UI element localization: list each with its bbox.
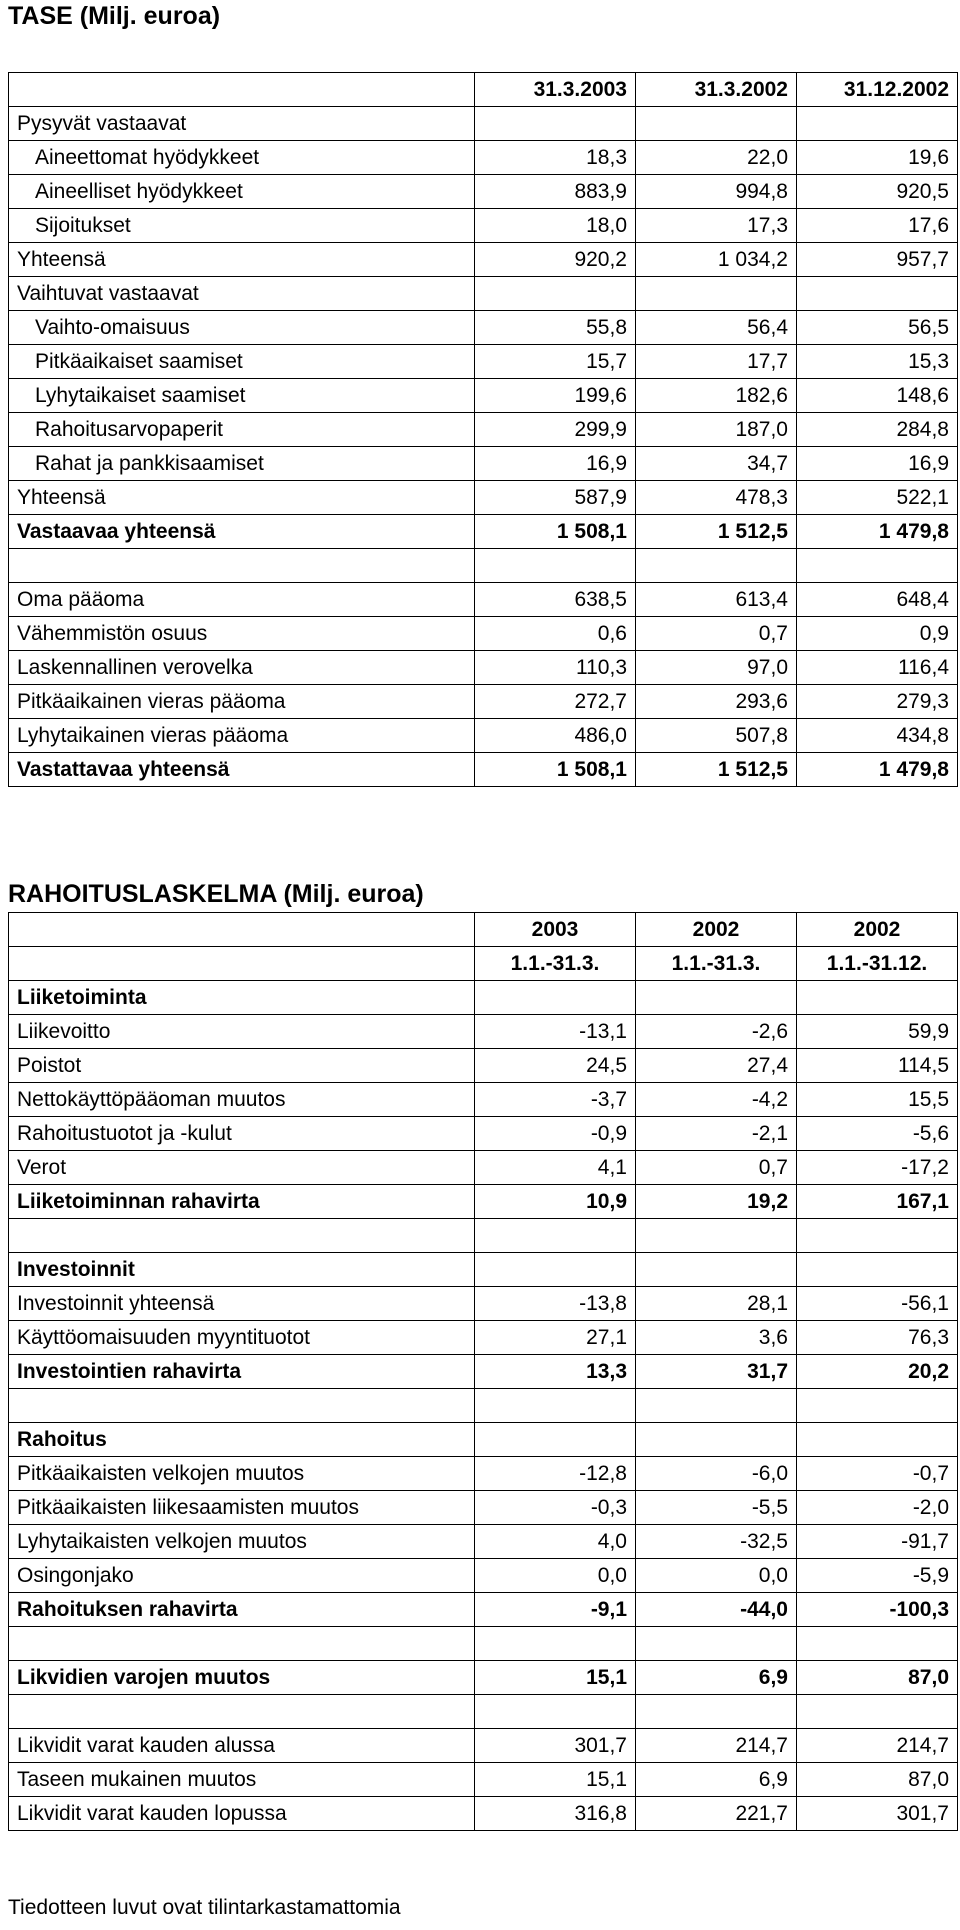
balance-sheet-row-label: Sijoitukset — [9, 209, 475, 243]
cash-flow-row-value — [475, 1695, 636, 1729]
cash-flow-row-value: 114,5 — [797, 1049, 958, 1083]
cash-flow-row-value: 4,1 — [475, 1151, 636, 1185]
cash-flow-row-value — [797, 1423, 958, 1457]
balance-sheet-row-label: Laskennallinen verovelka — [9, 651, 475, 685]
period-header-2002-q1: 1.1.-31.3. — [636, 947, 797, 981]
cash-flow-row-value: -100,3 — [797, 1593, 958, 1627]
cash-flow-row-value — [636, 1219, 797, 1253]
period-header-2002-full: 1.1.-31.12. — [797, 947, 958, 981]
cash-flow-body — [9, 913, 958, 1831]
cash-flow-row-value: 87,0 — [797, 1661, 958, 1695]
column-header-31-12-2002: 31.12.2002 — [797, 73, 958, 107]
balance-sheet-row-value: 0,9 — [797, 617, 958, 651]
cash-flow-row-value: 15,5 — [797, 1083, 958, 1117]
cash-flow-row-label — [9, 1389, 475, 1423]
cash-flow-row-value — [797, 1627, 958, 1661]
cash-flow-row-value: 59,9 — [797, 1015, 958, 1049]
cash-flow-row-value: 214,7 — [797, 1729, 958, 1763]
cash-flow-row-value: 0,0 — [475, 1559, 636, 1593]
cash-flow-row-label — [9, 1627, 475, 1661]
balance-sheet-row-value: 56,4 — [636, 311, 797, 345]
cash-flow-row-label: Liiketoiminnan rahavirta — [9, 1185, 475, 1219]
balance-sheet-row-value: 613,4 — [636, 583, 797, 617]
balance-sheet-row-value: 187,0 — [636, 413, 797, 447]
cash-flow-year-blank — [9, 913, 475, 947]
balance-sheet-row-value: 638,5 — [475, 583, 636, 617]
balance-sheet-row-value — [636, 549, 797, 583]
cash-flow-row-label: Nettokäyttöpääoman muutos — [9, 1083, 475, 1117]
balance-sheet-row-value: 957,7 — [797, 243, 958, 277]
cash-flow-row-value: -2,1 — [636, 1117, 797, 1151]
cash-flow-row-value: 15,1 — [475, 1661, 636, 1695]
cash-flow-row-value: 0,0 — [636, 1559, 797, 1593]
balance-sheet-row — [9, 379, 958, 413]
cash-flow-row-label: Rahoituksen rahavirta — [9, 1593, 475, 1627]
cash-flow-row-value: -91,7 — [797, 1525, 958, 1559]
balance-sheet-row-value — [475, 107, 636, 141]
balance-sheet-row-label: Vastattavaa yhteensä — [9, 753, 475, 787]
balance-sheet-body — [9, 73, 958, 787]
balance-sheet-row — [9, 719, 958, 753]
cash-flow-row-label: Lyhytaikaisten velkojen muutos — [9, 1525, 475, 1559]
cash-flow-row-label: Liiketoiminta — [9, 981, 475, 1015]
cash-flow-row-value — [475, 1627, 636, 1661]
cash-flow-row-label: Rahoitustuotot ja -kulut — [9, 1117, 475, 1151]
balance-sheet-row-value: 34,7 — [636, 447, 797, 481]
cash-flow-row-value — [636, 1423, 797, 1457]
cash-flow-row — [9, 1695, 958, 1729]
balance-sheet-row — [9, 583, 958, 617]
balance-sheet-row-value: 1 508,1 — [475, 753, 636, 787]
balance-sheet-row-value: 486,0 — [475, 719, 636, 753]
balance-sheet-row-label: Aineettomat hyödykkeet — [9, 141, 475, 175]
cash-flow-row — [9, 1185, 958, 1219]
balance-sheet-row — [9, 141, 958, 175]
cash-flow-row-value: 316,8 — [475, 1797, 636, 1831]
balance-sheet-row-value — [636, 277, 797, 311]
cash-flow-row — [9, 1491, 958, 1525]
cash-flow-row-value: 6,9 — [636, 1661, 797, 1695]
cash-flow-row-value: 76,3 — [797, 1321, 958, 1355]
cash-flow-row-value — [636, 1253, 797, 1287]
balance-sheet-row-value: 272,7 — [475, 685, 636, 719]
cash-flow-row — [9, 1117, 958, 1151]
balance-sheet-row-value: 434,8 — [797, 719, 958, 753]
balance-sheet-row — [9, 243, 958, 277]
balance-sheet-row — [9, 685, 958, 719]
cash-flow-row-value: 4,0 — [475, 1525, 636, 1559]
balance-sheet-row-value: 16,9 — [797, 447, 958, 481]
balance-sheet-table — [8, 72, 958, 787]
balance-sheet-row — [9, 345, 958, 379]
year-header-2002-full: 2002 — [797, 913, 958, 947]
balance-sheet-row-label: Vastaavaa yhteensä — [9, 515, 475, 549]
cash-flow-row-label: Pitkäaikaisten velkojen muutos — [9, 1457, 475, 1491]
cash-flow-row-value: 221,7 — [636, 1797, 797, 1831]
cash-flow-row — [9, 1661, 958, 1695]
balance-sheet-row-value: 148,6 — [797, 379, 958, 413]
cash-flow-row-value: 214,7 — [636, 1729, 797, 1763]
cash-flow-row — [9, 1355, 958, 1389]
balance-sheet-row — [9, 277, 958, 311]
balance-sheet-title: TASE (Milj. euroa) — [8, 2, 221, 30]
cash-flow-row-value: 3,6 — [636, 1321, 797, 1355]
cash-flow-row-value: -13,1 — [475, 1015, 636, 1049]
cash-flow-row-label: Verot — [9, 1151, 475, 1185]
balance-sheet-row-value: 199,6 — [475, 379, 636, 413]
cash-flow-row-label: Liikevoitto — [9, 1015, 475, 1049]
balance-sheet-row-label: Aineelliset hyödykkeet — [9, 175, 475, 209]
balance-sheet-row-value — [636, 107, 797, 141]
balance-sheet-row-value: 18,3 — [475, 141, 636, 175]
balance-sheet-row-value: 116,4 — [797, 651, 958, 685]
cash-flow-row — [9, 1321, 958, 1355]
balance-sheet-row-label: Rahat ja pankkisaamiset — [9, 447, 475, 481]
cash-flow-row-value: -2,6 — [636, 1015, 797, 1049]
balance-sheet-row-label: Yhteensä — [9, 243, 475, 277]
balance-sheet-row-value: 110,3 — [475, 651, 636, 685]
cash-flow-row-value: -0,7 — [797, 1457, 958, 1491]
cash-flow-row-value: 87,0 — [797, 1763, 958, 1797]
cash-flow-row-value: -12,8 — [475, 1457, 636, 1491]
cash-flow-row-label: Taseen mukainen muutos — [9, 1763, 475, 1797]
cash-flow-row-label: Poistot — [9, 1049, 475, 1083]
cash-flow-row-label: Likvidit varat kauden alussa — [9, 1729, 475, 1763]
balance-sheet-row-value: 1 508,1 — [475, 515, 636, 549]
cash-flow-row-value — [475, 981, 636, 1015]
balance-sheet-row-label: Lyhytaikainen vieras pääoma — [9, 719, 475, 753]
cash-flow-row-value: -32,5 — [636, 1525, 797, 1559]
cash-flow-row-value: -5,6 — [797, 1117, 958, 1151]
balance-sheet-row-value: 522,1 — [797, 481, 958, 515]
balance-sheet-row-label: Oma pääoma — [9, 583, 475, 617]
cash-flow-row-value — [797, 981, 958, 1015]
balance-sheet-row-value: 16,9 — [475, 447, 636, 481]
balance-sheet-row-label: Yhteensä — [9, 481, 475, 515]
balance-sheet-row-label: Vähemmistön osuus — [9, 617, 475, 651]
balance-sheet-row-value — [475, 549, 636, 583]
cash-flow-row-label: Käyttöomaisuuden myyntituotot — [9, 1321, 475, 1355]
balance-sheet-row — [9, 311, 958, 345]
balance-sheet-row-label: Pitkäaikainen vieras pääoma — [9, 685, 475, 719]
cash-flow-row-value: 13,3 — [475, 1355, 636, 1389]
balance-sheet-row-value: 182,6 — [636, 379, 797, 413]
balance-sheet-row-value: 1 034,2 — [636, 243, 797, 277]
cash-flow-row — [9, 981, 958, 1015]
cash-flow-row-value — [636, 1389, 797, 1423]
balance-sheet-row — [9, 617, 958, 651]
balance-sheet-row-value: 17,3 — [636, 209, 797, 243]
balance-sheet-row-value: 19,6 — [797, 141, 958, 175]
cash-flow-row — [9, 1253, 958, 1287]
cash-flow-row — [9, 1559, 958, 1593]
cash-flow-row — [9, 1423, 958, 1457]
balance-sheet-row-value: 587,9 — [475, 481, 636, 515]
balance-sheet-row-value: 22,0 — [636, 141, 797, 175]
cash-flow-row-value: -56,1 — [797, 1287, 958, 1321]
balance-sheet-row-value — [475, 277, 636, 311]
year-header-2003: 2003 — [475, 913, 636, 947]
cash-flow-row-value: 31,7 — [636, 1355, 797, 1389]
cash-flow-row-value: 6,9 — [636, 1763, 797, 1797]
balance-sheet-row-label: Rahoitusarvopaperit — [9, 413, 475, 447]
cash-flow-row-label: Likvidit varat kauden lopussa — [9, 1797, 475, 1831]
cash-flow-row-value — [475, 1389, 636, 1423]
cash-flow-row-value — [797, 1389, 958, 1423]
balance-sheet-row-value: 920,2 — [475, 243, 636, 277]
balance-sheet-row-label: Pysyvät vastaavat — [9, 107, 475, 141]
cash-flow-row — [9, 1729, 958, 1763]
cash-flow-row-label: Osingonjako — [9, 1559, 475, 1593]
cash-flow-row — [9, 1627, 958, 1661]
balance-sheet-row-value: 299,9 — [475, 413, 636, 447]
column-header-31-3-2002: 31.3.2002 — [636, 73, 797, 107]
balance-sheet-row — [9, 515, 958, 549]
cash-flow-row-value — [636, 1695, 797, 1729]
cash-flow-row-value: -9,1 — [475, 1593, 636, 1627]
cash-flow-row-value: 28,1 — [636, 1287, 797, 1321]
balance-sheet-row — [9, 651, 958, 685]
balance-sheet-row-value: 994,8 — [636, 175, 797, 209]
balance-sheet-row-value: 55,8 — [475, 311, 636, 345]
cash-flow-row-value: -2,0 — [797, 1491, 958, 1525]
cash-flow-row-value — [636, 1627, 797, 1661]
cash-flow-row-value: 301,7 — [797, 1797, 958, 1831]
balance-sheet-row — [9, 175, 958, 209]
balance-sheet-row-value: 56,5 — [797, 311, 958, 345]
cash-flow-row-value: -4,2 — [636, 1083, 797, 1117]
cash-flow-row-value — [636, 981, 797, 1015]
cash-flow-row-value: 27,4 — [636, 1049, 797, 1083]
cash-flow-row-value: 15,1 — [475, 1763, 636, 1797]
balance-sheet-row-value: 97,0 — [636, 651, 797, 685]
balance-sheet-row — [9, 549, 958, 583]
cash-flow-row-value: -5,5 — [636, 1491, 797, 1525]
column-header-31-3-2003: 31.3.2003 — [475, 73, 636, 107]
cash-flow-row-label: Likvidien varojen muutos — [9, 1661, 475, 1695]
cash-flow-row — [9, 1457, 958, 1491]
balance-sheet-row — [9, 447, 958, 481]
cash-flow-row-value: -17,2 — [797, 1151, 958, 1185]
balance-sheet-header-row — [9, 73, 958, 107]
cash-flow-row-value — [797, 1219, 958, 1253]
cash-flow-row — [9, 1593, 958, 1627]
balance-sheet-row-value: 279,3 — [797, 685, 958, 719]
cash-flow-row-value: -5,9 — [797, 1559, 958, 1593]
balance-sheet-row-value: 0,7 — [636, 617, 797, 651]
balance-sheet-row-value: 920,5 — [797, 175, 958, 209]
balance-sheet-row-value: 1 512,5 — [636, 753, 797, 787]
cash-flow-row-value: -6,0 — [636, 1457, 797, 1491]
cash-flow-row — [9, 1015, 958, 1049]
cash-flow-row — [9, 1287, 958, 1321]
cash-flow-row-value: -0,9 — [475, 1117, 636, 1151]
period-header-2003: 1.1.-31.3. — [475, 947, 636, 981]
cash-flow-row-label: Investoinnit yhteensä — [9, 1287, 475, 1321]
cash-flow-row — [9, 1049, 958, 1083]
cash-flow-row-value — [475, 1219, 636, 1253]
balance-sheet-row-value: 15,7 — [475, 345, 636, 379]
cash-flow-row-value: -0,3 — [475, 1491, 636, 1525]
cash-flow-row-value: 10,9 — [475, 1185, 636, 1219]
cash-flow-row-value: 20,2 — [797, 1355, 958, 1389]
cash-flow-row-label: Investoinnit — [9, 1253, 475, 1287]
cash-flow-row-label — [9, 1695, 475, 1729]
balance-sheet-row-label: Vaihto-omaisuus — [9, 311, 475, 345]
balance-sheet-row-value: 18,0 — [475, 209, 636, 243]
balance-sheet-row-label: Lyhytaikaiset saamiset — [9, 379, 475, 413]
cash-flow-row-value: 27,1 — [475, 1321, 636, 1355]
cash-flow-row-label: Investointien rahavirta — [9, 1355, 475, 1389]
cash-flow-row-value: -3,7 — [475, 1083, 636, 1117]
cash-flow-row — [9, 1219, 958, 1253]
balance-sheet-row — [9, 107, 958, 141]
cash-flow-row-value: 167,1 — [797, 1185, 958, 1219]
balance-sheet-row-value: 648,4 — [797, 583, 958, 617]
balance-sheet-row-value: 1 479,8 — [797, 515, 958, 549]
balance-sheet-row — [9, 481, 958, 515]
balance-sheet-row — [9, 413, 958, 447]
balance-sheet-row-value: 883,9 — [475, 175, 636, 209]
balance-sheet-row-label — [9, 549, 475, 583]
cash-flow-row-value — [475, 1253, 636, 1287]
balance-sheet-row-value — [797, 549, 958, 583]
footnote: Tiedotteen luvut ovat tilintarkastamattomia — [8, 1896, 401, 1919]
cash-flow-row — [9, 1525, 958, 1559]
balance-sheet-row-value: 15,3 — [797, 345, 958, 379]
balance-sheet-row-value: 1 479,8 — [797, 753, 958, 787]
balance-sheet-row-value: 0,6 — [475, 617, 636, 651]
cash-flow-title: RAHOITUSLASKELMA (Milj. euroa) — [8, 880, 424, 908]
cash-flow-row-value — [475, 1423, 636, 1457]
balance-sheet-row — [9, 209, 958, 243]
cash-flow-row — [9, 1083, 958, 1117]
balance-sheet-row-label: Vaihtuvat vastaavat — [9, 277, 475, 311]
year-header-2002-q1: 2002 — [636, 913, 797, 947]
balance-sheet-row-value: 284,8 — [797, 413, 958, 447]
cash-flow-period-blank — [9, 947, 475, 981]
cash-flow-row-value — [797, 1253, 958, 1287]
cash-flow-row — [9, 1763, 958, 1797]
cash-flow-row-value: -44,0 — [636, 1593, 797, 1627]
cash-flow-row-value — [797, 1695, 958, 1729]
cash-flow-row-value: 0,7 — [636, 1151, 797, 1185]
cash-flow-period-row — [9, 947, 958, 981]
cash-flow-row-label: Rahoitus — [9, 1423, 475, 1457]
balance-sheet-row-value: 478,3 — [636, 481, 797, 515]
cash-flow-row-value: 301,7 — [475, 1729, 636, 1763]
balance-sheet-row-value: 17,7 — [636, 345, 797, 379]
cash-flow-row-value: 24,5 — [475, 1049, 636, 1083]
cash-flow-row-label — [9, 1219, 475, 1253]
cash-flow-row — [9, 1797, 958, 1831]
cash-flow-row-value: -13,8 — [475, 1287, 636, 1321]
balance-sheet-row-value: 17,6 — [797, 209, 958, 243]
balance-sheet-row-value — [797, 107, 958, 141]
balance-sheet-row-value: 293,6 — [636, 685, 797, 719]
balance-sheet-row-label: Pitkäaikaiset saamiset — [9, 345, 475, 379]
cash-flow-row — [9, 1389, 958, 1423]
balance-sheet-row — [9, 753, 958, 787]
balance-sheet-header-blank — [9, 73, 475, 107]
cash-flow-row — [9, 1151, 958, 1185]
balance-sheet-row-value: 507,8 — [636, 719, 797, 753]
cash-flow-row-label: Pitkäaikaisten liikesaamisten muutos — [9, 1491, 475, 1525]
balance-sheet-row-value: 1 512,5 — [636, 515, 797, 549]
balance-sheet-row-value — [797, 277, 958, 311]
cash-flow-year-row — [9, 913, 958, 947]
cash-flow-row-value: 19,2 — [636, 1185, 797, 1219]
cash-flow-table — [8, 912, 958, 1831]
